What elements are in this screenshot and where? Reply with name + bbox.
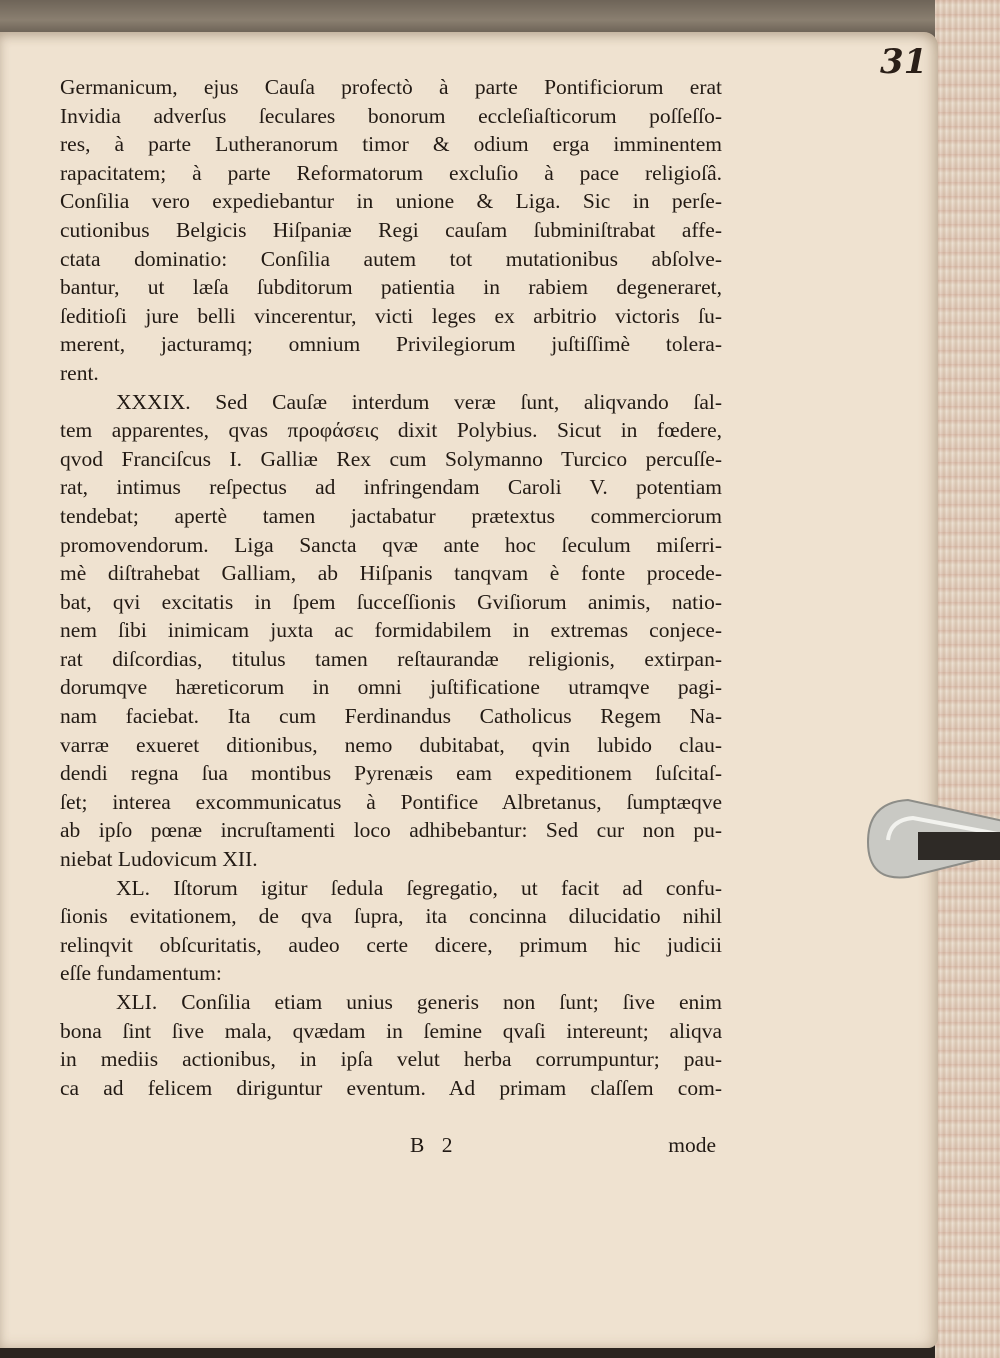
text-line: niebat Ludovicum XII. xyxy=(60,847,258,872)
text-line: nem ſibi inimicam juxta ac formidabilem in extremas conjece- xyxy=(60,618,722,643)
text-line: Conſilia vero expediebantur in unione & Liga. Sic in perſe- xyxy=(60,189,722,214)
text-line: tem apparentes, qvas προφάσεις dixit Polybius. Sicut in fœdere, xyxy=(60,418,722,443)
text-line: promovendorum. Liga Sancta qvæ ante hoc ſeculum miſerri- xyxy=(60,532,722,557)
text-line: cutionibus Belgicis Hiſpaniæ Regi cauſam ſubminiſtrabat affe- xyxy=(60,217,722,242)
text-line: bona ſint ſive mala, qvædam in ſemine qvaſi intereunt; aliqva xyxy=(60,1018,722,1043)
section-heading-line: XXXIX. Sed Cauſæ interdum veræ ſunt, aliqvando ſal- xyxy=(116,389,722,414)
text-line: ſeditioſi jure belli vincerentur, victi leges ex arbitrio victoris ſu- xyxy=(60,303,722,328)
text-line: dendi regna ſua montibus Pyrenæis eam expeditionem ſuſcitaſ- xyxy=(60,761,722,786)
text-line: relinqvit obſcuritatis, audeo certe dicere, primum hic judicii xyxy=(60,932,722,957)
text-line: ſionis evitationem, de qva ſupra, ita concinna dilucidatio nihil xyxy=(60,904,722,929)
text-line: ctata dominatio: Conſilia autem tot mutationibus abſolve- xyxy=(60,246,722,271)
text-line: ab ipſo pœnæ incruſtamenti loco adhibebantur: Sed cur non pu- xyxy=(60,818,722,843)
text-line: rent. xyxy=(60,360,99,385)
text-line: merent, jacturamq; omnium Privilegiorum juſtiſſimè tolera- xyxy=(60,332,722,357)
text-line: dorumqve hæreticorum in omni juſtificatione utramqve pagi- xyxy=(60,675,722,700)
section-heading-line: XL. Iſtorum igitur ſedula ſegregatio, ut facit ad confu- xyxy=(116,875,722,900)
text-line: bat, qvi excitatis in ſpem ſucceſſionis Gviſiorum animis, natio- xyxy=(60,589,722,614)
text-line: in mediis actionibus, in ipſa velut herba corrumpuntur; pau- xyxy=(60,1047,722,1072)
text-line: tendebat; apertè tamen jactabatur prætextus commerciorum xyxy=(60,503,722,528)
text-line: rat diſcordias, titulus tamen reſtaurandæ religionis, extirpan- xyxy=(60,646,722,671)
page-clip-icon xyxy=(858,782,1000,892)
text-line: nam faciebat. Ita cum Ferdinandus Catholicus Regem Na- xyxy=(60,704,722,729)
text-line: eſſe fundamentum: xyxy=(60,961,222,986)
text-line: res, à parte Lutheranorum timor & odium erga imminentem xyxy=(60,132,722,157)
text-line: Germanicum, ejus Cauſa profectò à parte Pontificiorum erat xyxy=(60,75,722,99)
text-line: varræ exueret ditionibus, nemo dubitabat, qvin lubido clau- xyxy=(60,732,722,757)
text-line: ſet; interea excommunicatus à Pontifice Albretanus, ſumptæqve xyxy=(60,789,722,814)
signature-mark: B 2 xyxy=(410,1133,459,1157)
text-line: bantur, ut læſa ſubditorum patientia in rabiem degeneraret, xyxy=(60,275,722,300)
text-line: rapacitatem; à parte Reformatorum excluſio à pace religioſâ. xyxy=(60,160,722,185)
text-line: Invidia adverſus ſeculares bonorum eccleſiaſticorum poſſeſſo- xyxy=(60,103,722,128)
text-line: ca ad felicem diriguntur eventum. Ad primam claſſem com- xyxy=(60,1075,722,1100)
catchword: mode xyxy=(668,1133,716,1157)
text-line: rat, intimus reſpectus ad infringendam Caroli V. potentiam xyxy=(60,475,722,500)
text-line: qvod Franciſcus I. Galliæ Rex cum Solymanno Turcico percuſſe- xyxy=(60,446,722,471)
book-fore-edge xyxy=(935,0,1000,1358)
page-footer xyxy=(60,1133,716,1163)
section-heading-line: XLI. Conſilia etiam unius generis non ſunt; ſive enim xyxy=(116,990,722,1014)
page-number: 31 xyxy=(880,42,928,82)
body-text xyxy=(60,73,722,1102)
text-line: mè diſtrahebat Galliam, ab Hiſpanis tanqvam è fonte procede- xyxy=(60,561,722,586)
